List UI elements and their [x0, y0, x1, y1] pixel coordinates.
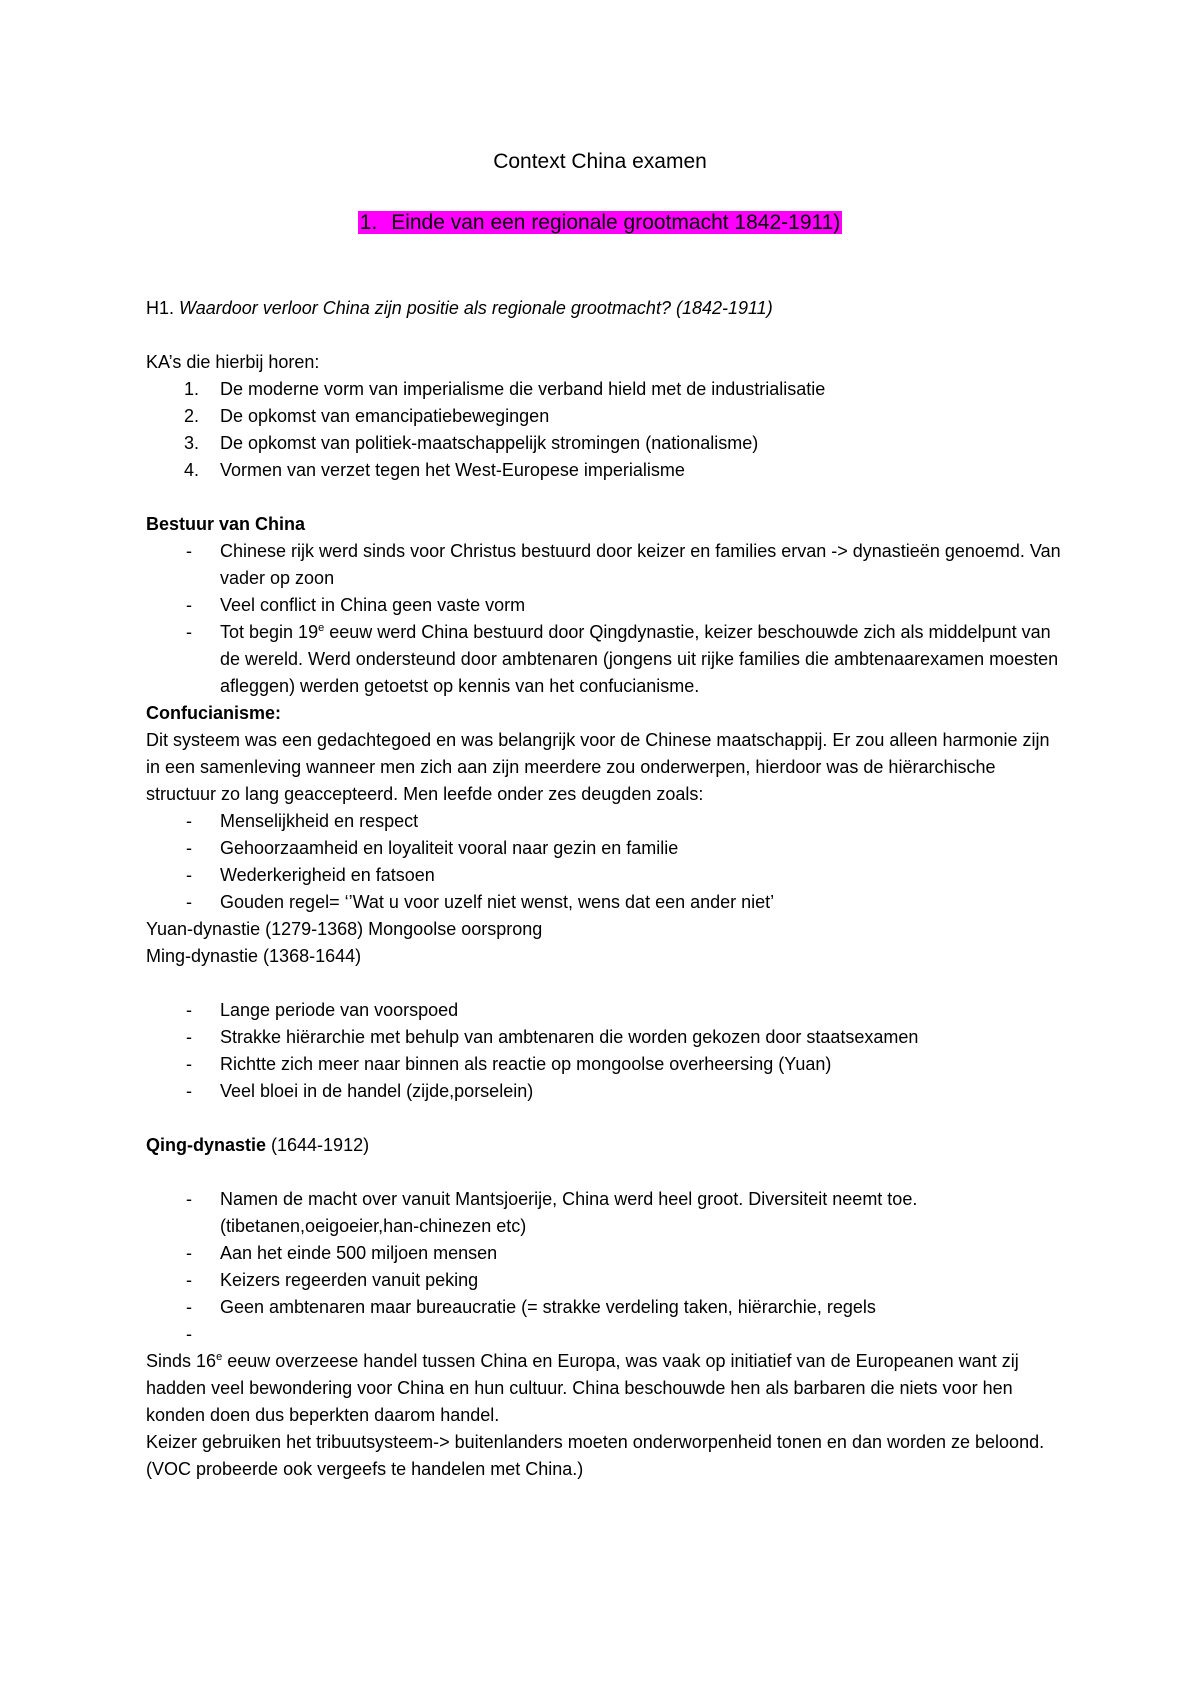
dash-bullet: - — [186, 1027, 192, 1047]
dash-bullet: - — [186, 1243, 192, 1263]
list-item-text: Aan het einde 500 miljoen mensen — [220, 1243, 498, 1263]
dash-bullet: - — [186, 1189, 192, 1209]
document-body — [146, 295, 1066, 1483]
list-item-text: De moderne vorm van imperialisme die verband hield met de industrialisatie — [220, 379, 826, 399]
yuan-line: Yuan-dynastie (1279-1368) Mongoolse oorsprong — [146, 919, 543, 939]
question-text: Waardoor verloor China zijn positie als regionale grootmacht? (1842-1911) — [179, 298, 773, 318]
list-item — [146, 808, 1066, 835]
chapter-heading — [0, 209, 1200, 237]
paragraph-text-a: Sinds 16 — [146, 1351, 217, 1371]
dash-bullet: - — [186, 892, 192, 912]
chapter-text: Einde van een regionale grootmacht 1842-1911) — [391, 211, 841, 234]
list-item — [146, 619, 1066, 700]
question-line — [146, 295, 1066, 322]
dash-bullet: - — [186, 1270, 192, 1290]
list-item-text: Keizers regeerden vanuit peking — [220, 1270, 479, 1290]
superscript: e — [216, 1351, 223, 1363]
dash-bullet: - — [186, 1081, 192, 1101]
list-item — [146, 889, 1066, 916]
list-item — [146, 1240, 1066, 1267]
list-item-text: Veel conflict in China geen vaste vorm — [220, 595, 526, 615]
list-item-text: Veel bloei in de handel (zijde,porselein) — [220, 1081, 534, 1101]
dash-bullet: - — [186, 622, 192, 642]
superscript: e — [318, 622, 325, 634]
question-prefix: H1. — [146, 298, 175, 318]
list-item-text: Chinese rijk werd sinds voor Christus bestuurd door keizer en families ervan -> dynastieën genoemd. Van vader op zoon — [220, 541, 1061, 588]
list-item — [146, 538, 1066, 592]
paragraph — [146, 1348, 1066, 1429]
paragraph: Dit systeem was een gedachtegoed en was belangrijk voor de Chinese maatschappij. Er zou alleen harmonie zijn in een samenleving wanneer men zich aan zijn meerdere zou onderwerpen, hierdoor was de hiërarchische structuur zo lang geaccepteerd. Men leefde onder zes deugden zoals: — [146, 730, 1050, 804]
dash-bullet: - — [186, 1324, 192, 1344]
ming-heading: Ming-dynastie (1368-1644) — [146, 946, 362, 966]
list-item-text: Gouden regel= ‘’Wat u voor uzelf niet wenst, wens dat een ander niet’ — [220, 892, 775, 912]
list-item-text: Wederkerigheid en fatsoen — [220, 865, 435, 885]
section-heading-confucianisme: Confucianisme: — [146, 703, 282, 723]
paragraph: Keizer gebruiken het tribuutsysteem-> buitenlanders moeten onderworpenheid tonen en dan worden ze beloond. (VOC probeerde ook vergeefs te handelen met China.) — [146, 1432, 1045, 1479]
dash-bullet: - — [186, 1297, 192, 1317]
list-item — [146, 862, 1066, 889]
document-title: Context China examen — [493, 150, 707, 173]
dash-bullet: - — [186, 595, 192, 615]
empty-list-item — [146, 1321, 1066, 1348]
ka-intro: KA’s die hierbij horen: — [146, 352, 320, 372]
list-item-text: Strakke hiërarchie met behulp van ambtenaren die worden gekozen door staatsexamen — [220, 1027, 919, 1047]
list-item-text: De opkomst van politiek-maatschappelijk stromingen (nationalisme) — [220, 433, 759, 453]
list-item-text: Geen ambtenaren maar bureaucratie (= strakke verdeling taken, hiërarchie, regels — [220, 1297, 876, 1317]
list-item — [146, 1267, 1066, 1294]
list-item — [146, 403, 1066, 430]
list-item-text: Richtte zich meer naar binnen als reactie op mongoolse overheersing (Yuan) — [220, 1054, 832, 1074]
chapter-highlight — [358, 211, 843, 234]
list-item — [146, 457, 1066, 484]
list-item — [146, 997, 1066, 1024]
list-number: 2. — [184, 406, 200, 426]
list-item — [146, 592, 1066, 619]
list-number: 1. — [184, 379, 200, 399]
dash-bullet: - — [186, 541, 192, 561]
chapter-number: 1. — [359, 211, 378, 234]
list-item — [146, 1078, 1066, 1105]
list-number: 4. — [184, 460, 200, 480]
list-item-text-b: eeuw werd China bestuurd door Qingdynastie, keizer beschouwde zich als middelpunt van de wereld. Werd ondersteund door ambtenaren (jongens uit rijke families die ambtenaarexamen moesten afleggen) werden getoetst op kennis van het confucianisme. — [220, 622, 1059, 696]
list-item-text: Menselijkheid en respect — [220, 811, 419, 831]
dash-bullet: - — [186, 811, 192, 831]
list-item — [146, 376, 1066, 403]
list-item-text: De opkomst van emancipatiebewegingen — [220, 406, 550, 426]
qing-heading-years: (1644-1912) — [266, 1135, 370, 1155]
section-heading-bestuur: Bestuur van China — [146, 514, 306, 534]
qing-heading-bold: Qing-dynastie — [146, 1135, 267, 1155]
list-item — [146, 1024, 1066, 1051]
dash-bullet: - — [186, 1000, 192, 1020]
list-item-text: Vormen van verzet tegen het West-Europese imperialisme — [220, 460, 685, 480]
list-item-text: Lange periode van voorspoed — [220, 1000, 459, 1020]
list-item — [146, 430, 1066, 457]
dash-bullet: - — [186, 838, 192, 858]
list-item — [146, 1186, 1066, 1240]
list-item — [146, 1294, 1066, 1321]
list-item-text: Namen de macht over vanuit Mantsjoerije, China werd heel groot. Diversiteit neemt toe. (tibetanen,oeigoeier,han-chinezen etc) — [220, 1189, 918, 1236]
list-item-text-a: Tot begin 19 — [220, 622, 319, 642]
qing-heading — [146, 1132, 1066, 1159]
list-item-text: Gehoorzaamheid en loyaliteit vooral naar gezin en familie — [220, 838, 679, 858]
dash-bullet: - — [186, 865, 192, 885]
paragraph-text-b: eeuw overzeese handel tussen China en Europa, was vaak op initiatief van de Europeanen want zij hadden veel bewondering voor China en hun cultuur. China beschouwde hen als barbaren die niets voor hen konden doen dus beperkten daarom handel. — [146, 1351, 1019, 1425]
dash-bullet: - — [186, 1054, 192, 1074]
list-number: 3. — [184, 433, 200, 453]
list-item — [146, 835, 1066, 862]
list-item — [146, 1051, 1066, 1078]
